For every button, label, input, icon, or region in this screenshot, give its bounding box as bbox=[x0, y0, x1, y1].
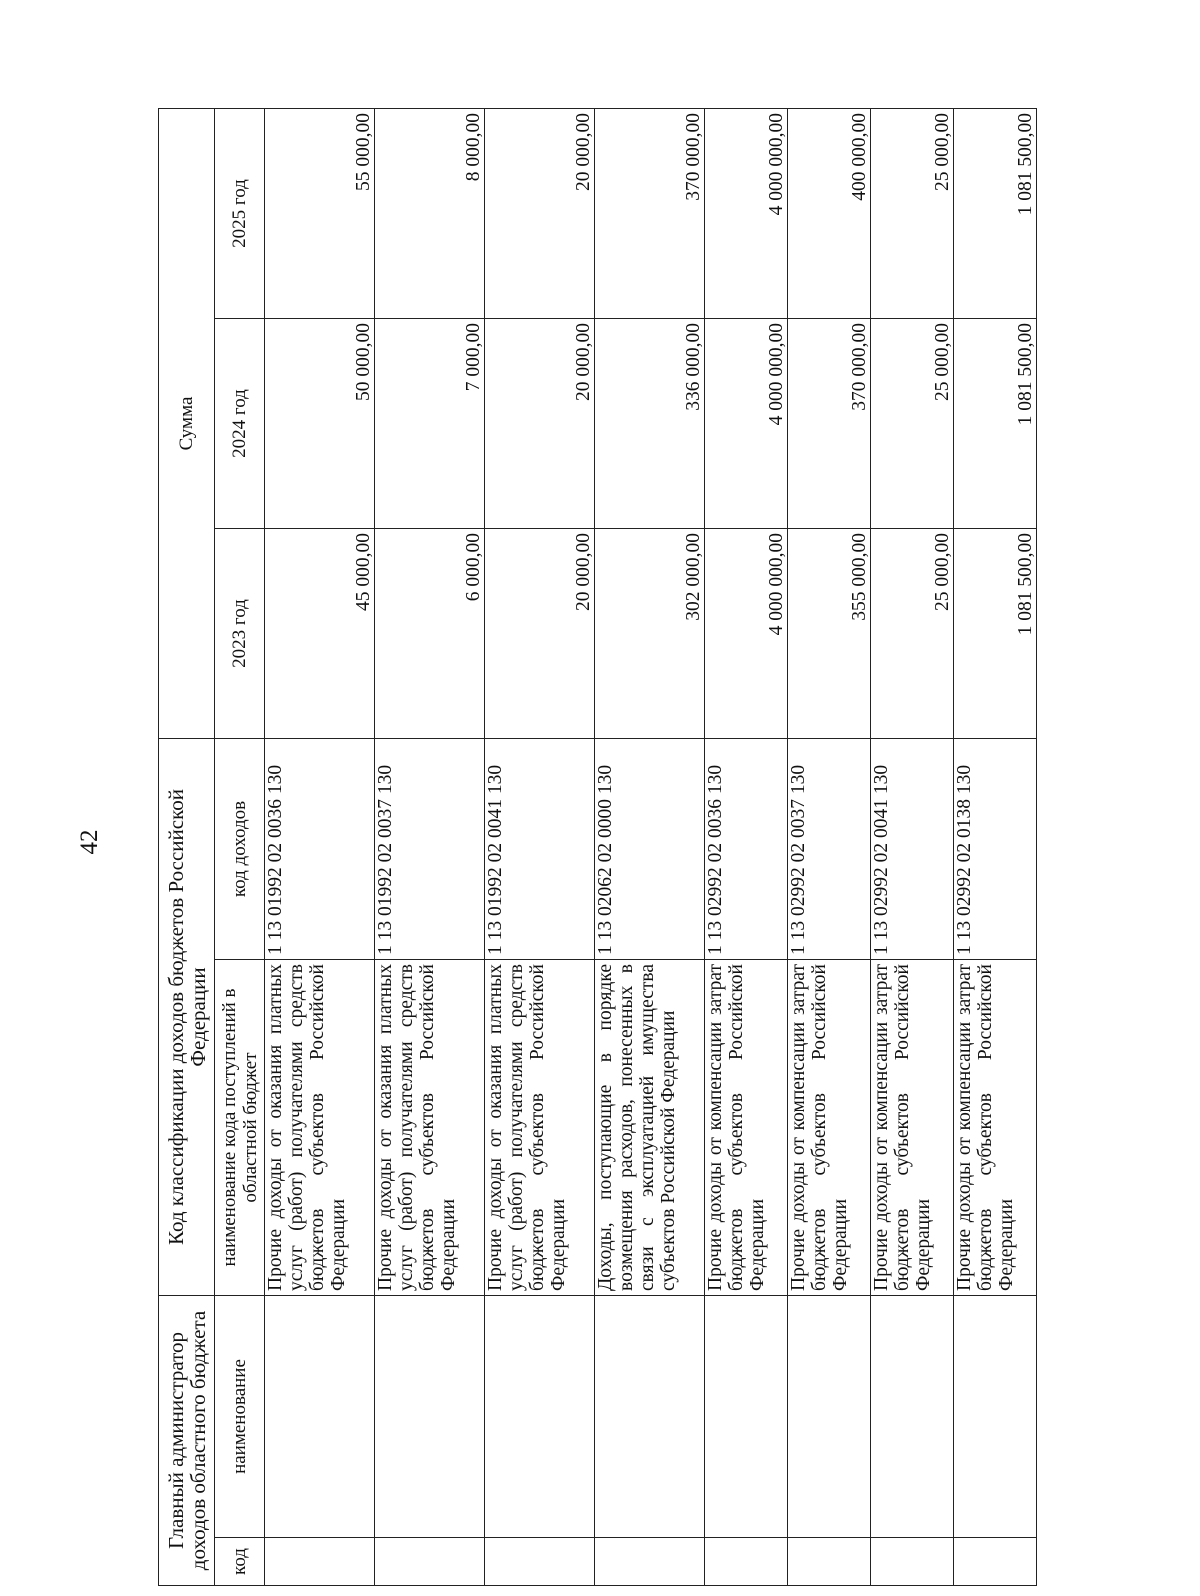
table-row bbox=[954, 108, 1037, 1585]
admin-name-cell bbox=[788, 1296, 871, 1538]
admin-name-cell bbox=[485, 1296, 595, 1538]
admin-code-cell bbox=[954, 1538, 1037, 1586]
amount-2025-cell: 400 000,00 bbox=[788, 108, 871, 318]
income-name-cell: Доходы, поступающие в порядке возмещения расходов, понесенных в связи с эксплуатацией имущества субъектов Российской Федерации bbox=[595, 960, 705, 1296]
table-row bbox=[871, 108, 954, 1585]
income-classification-table bbox=[158, 108, 1037, 1586]
income-name-cell: Прочие доходы от компенсации затрат бюджетов субъектов Российской Федерации bbox=[788, 960, 871, 1296]
income-code-cell: 1 13 02992 02 0036 130 bbox=[705, 738, 788, 959]
amount-2024-cell: 370 000,00 bbox=[788, 318, 871, 528]
amount-2024-cell: 336 000,00 bbox=[595, 318, 705, 528]
income-name-cell: Прочие доходы от компенсации затрат бюджетов субъектов Российской Федерации bbox=[705, 960, 788, 1296]
header-admin-name: наименование bbox=[215, 1296, 265, 1538]
admin-code-cell bbox=[871, 1538, 954, 1586]
amount-2024-cell: 50 000,00 bbox=[265, 318, 375, 528]
table-row bbox=[265, 108, 375, 1585]
admin-name-cell bbox=[265, 1296, 375, 1538]
amount-2023-cell: 45 000,00 bbox=[265, 528, 375, 738]
amount-2024-cell: 4 000 000,00 bbox=[705, 318, 788, 528]
income-code-cell: 1 13 02992 02 0138 130 bbox=[954, 738, 1037, 959]
header-income-name: наименование кода поступлений в областной бюджет bbox=[215, 960, 265, 1296]
admin-code-cell bbox=[595, 1538, 705, 1586]
income-code-cell: 1 13 02992 02 0037 130 bbox=[788, 738, 871, 959]
income-name-cell: Прочие доходы от компенсации затрат бюджетов субъектов Российской Федерации bbox=[954, 960, 1037, 1296]
table-row bbox=[485, 108, 595, 1585]
income-code-cell: 1 13 01992 02 0041 130 bbox=[485, 738, 595, 959]
amount-2024-cell: 1 081 500,00 bbox=[954, 318, 1037, 528]
admin-name-cell bbox=[705, 1296, 788, 1538]
income-name-cell: Прочие доходы от компенсации затрат бюджетов субъектов Российской Федерации bbox=[871, 960, 954, 1296]
amount-2023-cell: 1 081 500,00 bbox=[954, 528, 1037, 738]
amount-2024-cell: 20 000,00 bbox=[485, 318, 595, 528]
admin-code-cell bbox=[788, 1538, 871, 1586]
admin-name-cell bbox=[595, 1296, 705, 1538]
amount-2025-cell: 4 000 000,00 bbox=[705, 108, 788, 318]
admin-name-cell bbox=[375, 1296, 485, 1538]
amount-2025-cell: 25 000,00 bbox=[871, 108, 954, 318]
amount-2023-cell: 302 000,00 bbox=[595, 528, 705, 738]
header-income-code: код доходов bbox=[215, 738, 265, 959]
amount-2023-cell: 6 000,00 bbox=[375, 528, 485, 738]
income-code-cell: 1 13 01992 02 0037 130 bbox=[375, 738, 485, 959]
amount-2025-cell: 55 000,00 bbox=[265, 108, 375, 318]
header-year-2025: 2025 год bbox=[215, 108, 265, 318]
page-number: 42 bbox=[76, 829, 103, 855]
admin-code-cell bbox=[485, 1538, 595, 1586]
admin-code-cell bbox=[375, 1538, 485, 1586]
header-year-2023: 2023 год bbox=[215, 528, 265, 738]
amount-2025-cell: 370 000,00 bbox=[595, 108, 705, 318]
admin-name-cell bbox=[954, 1296, 1037, 1538]
table-row bbox=[788, 108, 871, 1585]
header-year-2024: 2024 год bbox=[215, 318, 265, 528]
amount-2023-cell: 355 000,00 bbox=[788, 528, 871, 738]
amount-2025-cell: 1 081 500,00 bbox=[954, 108, 1037, 318]
amount-2024-cell: 25 000,00 bbox=[871, 318, 954, 528]
amount-2023-cell: 25 000,00 bbox=[871, 528, 954, 738]
header-admin-code: код bbox=[215, 1538, 265, 1586]
table-row bbox=[705, 108, 788, 1585]
income-name-cell: Прочие доходы от оказания платных услуг (работ) получателями средств бюджетов субъектов Российской Федерации bbox=[265, 960, 375, 1296]
income-name-cell: Прочие доходы от оказания платных услуг (работ) получателями средств бюджетов субъектов Российской Федерации bbox=[375, 960, 485, 1296]
header-admin-group: Главный администратор доходов областного бюджета bbox=[159, 1296, 215, 1586]
amount-2023-cell: 20 000,00 bbox=[485, 528, 595, 738]
amount-2024-cell: 7 000,00 bbox=[375, 318, 485, 528]
admin-code-cell bbox=[705, 1538, 788, 1586]
income-code-cell: 1 13 02062 02 0000 130 bbox=[595, 738, 705, 959]
income-name-cell: Прочие доходы от оказания платных услуг (работ) получателями средств бюджетов субъектов Российской Федерации bbox=[485, 960, 595, 1296]
amount-2025-cell: 20 000,00 bbox=[485, 108, 595, 318]
header-sum-group: Сумма bbox=[159, 108, 215, 738]
admin-code-cell bbox=[265, 1538, 375, 1586]
table-row bbox=[595, 108, 705, 1585]
admin-name-cell bbox=[871, 1296, 954, 1538]
header-classification-group: Код классификации доходов бюджетов Российской Федерации bbox=[159, 738, 215, 1295]
income-code-cell: 1 13 01992 02 0036 130 bbox=[265, 738, 375, 959]
table-row bbox=[375, 108, 485, 1585]
table-container bbox=[158, 109, 1036, 1586]
amount-2025-cell: 8 000,00 bbox=[375, 108, 485, 318]
income-code-cell: 1 13 02992 02 0041 130 bbox=[871, 738, 954, 959]
amount-2023-cell: 4 000 000,00 bbox=[705, 528, 788, 738]
rotated-table-frame bbox=[158, 109, 1036, 1586]
